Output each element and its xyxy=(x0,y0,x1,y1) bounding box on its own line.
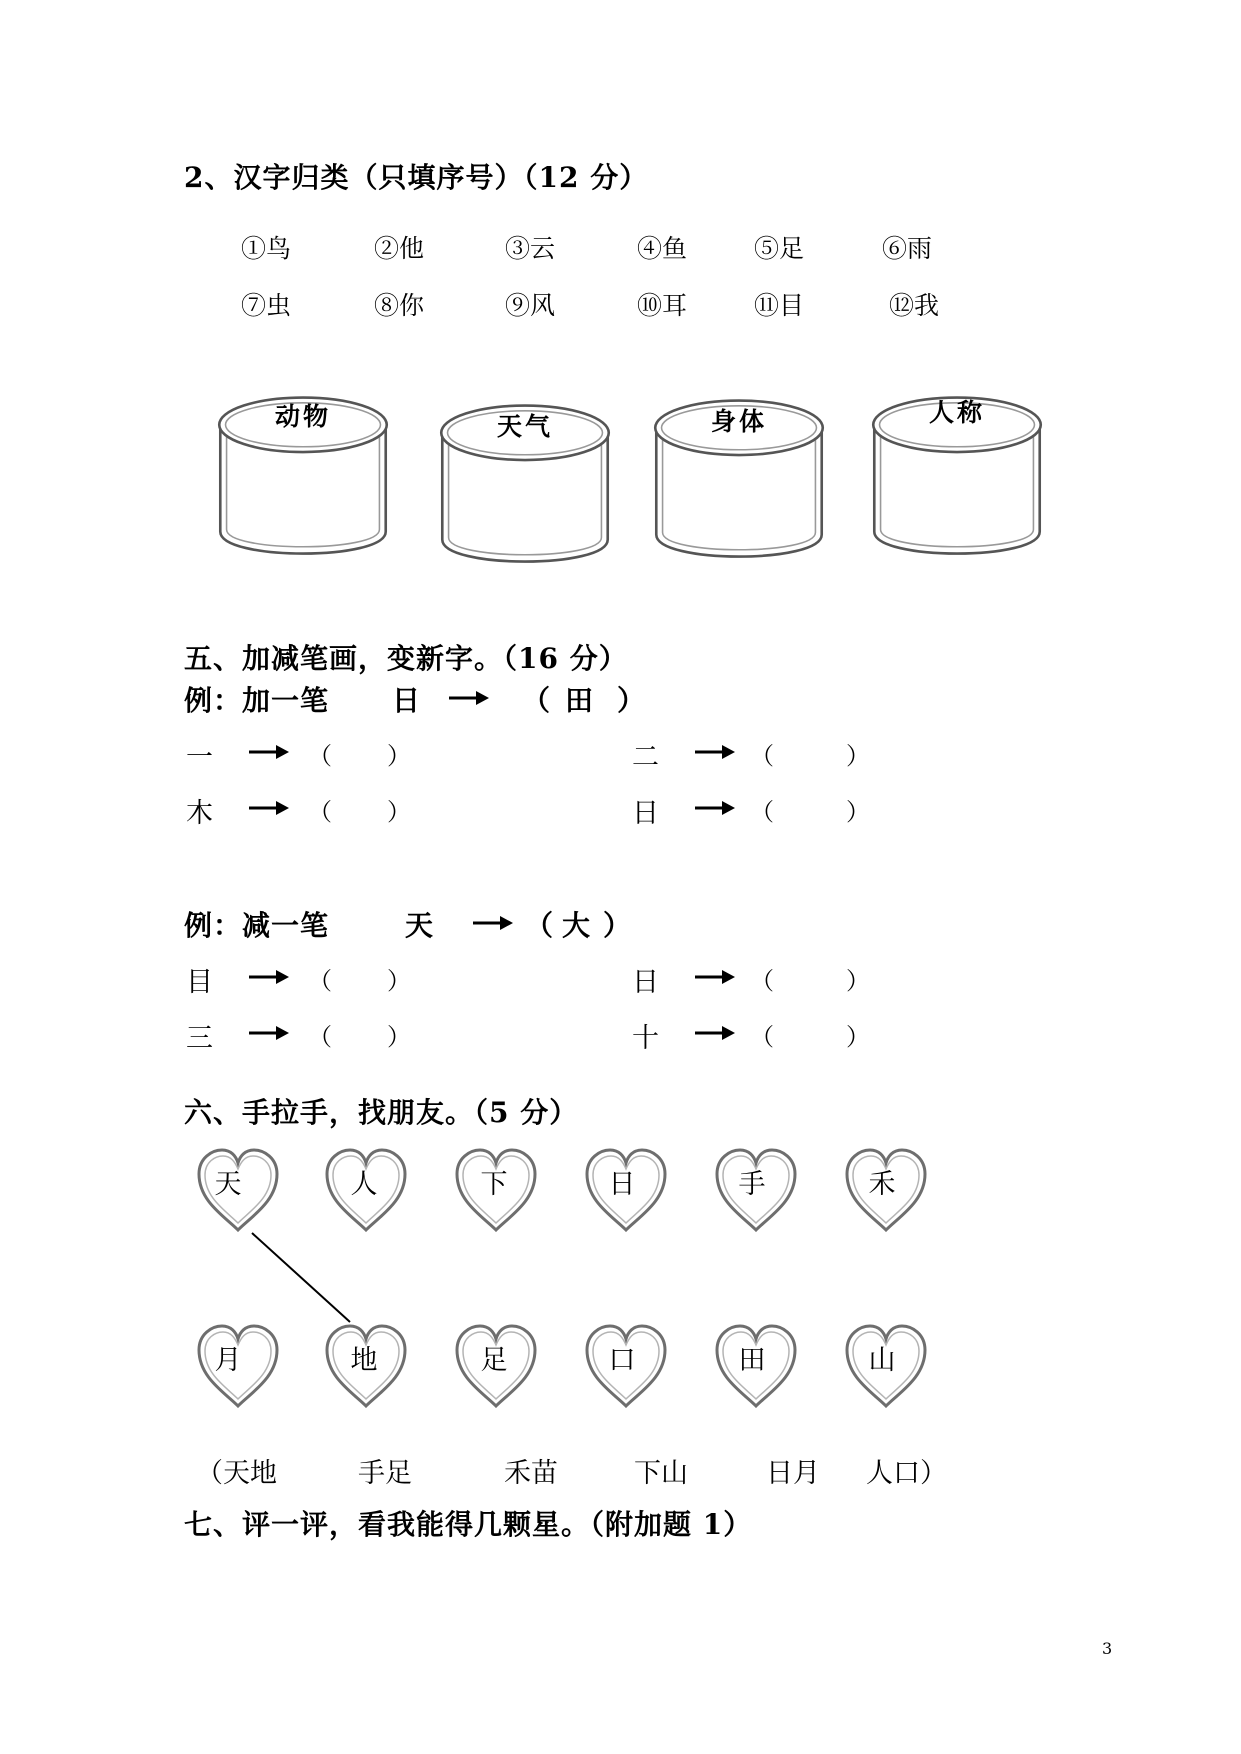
open-paren: （ xyxy=(750,1023,774,1051)
sub-example-open: （ xyxy=(525,909,555,942)
bucket-body[interactable] xyxy=(648,388,830,566)
close-paren: ） xyxy=(846,1023,870,1051)
heart-bottom[interactable] xyxy=(712,1322,800,1416)
heart-char: 地 xyxy=(350,1345,378,1376)
heart-bottom[interactable] xyxy=(322,1322,410,1416)
add-example-close: ） xyxy=(617,684,647,717)
arrow-icon xyxy=(694,742,736,762)
answer-blank[interactable] xyxy=(326,786,386,824)
heart-char: 田 xyxy=(738,1345,766,1376)
add-left-char: 一 xyxy=(186,742,213,773)
sub-example-close: ） xyxy=(603,909,633,942)
close-paren: ） xyxy=(846,742,870,770)
heart-char: 足 xyxy=(480,1345,508,1376)
arrow-icon xyxy=(248,742,290,762)
answer-blank[interactable] xyxy=(770,730,846,768)
heart-char: 月 xyxy=(214,1345,242,1376)
section-7-title: 七、评一评，看我能得几颗星。（附加题 1） xyxy=(184,1508,753,1541)
heart-char: 口 xyxy=(608,1345,636,1376)
sub-left-char: 目 xyxy=(186,967,213,998)
answer-blank[interactable] xyxy=(770,786,846,824)
close-paren: ） xyxy=(387,742,411,770)
arrow-icon xyxy=(694,798,736,818)
open-paren: （ xyxy=(308,742,332,770)
bucket-label: 人称 xyxy=(928,398,985,427)
add-example-char: 日 xyxy=(392,684,422,717)
sub-example-answer: 大 xyxy=(562,909,592,942)
heart-char: 下 xyxy=(480,1169,508,1200)
open-paren: （ xyxy=(308,967,332,995)
close-paren: ） xyxy=(387,1023,411,1051)
heart-char: 禾 xyxy=(868,1169,896,1200)
heart-top[interactable] xyxy=(194,1146,282,1240)
arrow-icon xyxy=(694,1023,736,1043)
sub-example-char: 天 xyxy=(405,909,435,942)
arrow-icon xyxy=(472,913,514,933)
open-paren: （ xyxy=(750,967,774,995)
section-6-title: 六、手拉手，找朋友。（5 分） xyxy=(184,1096,579,1129)
heart-char: 天 xyxy=(214,1169,242,1200)
close-paren: ） xyxy=(387,967,411,995)
answer-blank[interactable] xyxy=(770,955,846,993)
add-right-char: 日 xyxy=(632,798,659,829)
answer-blank[interactable] xyxy=(326,730,386,768)
heart-char: 山 xyxy=(868,1345,896,1376)
heart-top[interactable] xyxy=(582,1146,670,1240)
answer-word: 人口） xyxy=(866,1458,947,1489)
sub-example-label: 例：减一笔 xyxy=(184,909,330,942)
close-paren: ） xyxy=(387,798,411,826)
section-5-title: 五、加减笔画，变新字。（16 分） xyxy=(184,642,628,675)
arrow-icon xyxy=(694,967,736,987)
classify-item: ④鱼 xyxy=(637,234,688,263)
bucket-label: 身体 xyxy=(710,407,767,436)
arrow-icon xyxy=(248,1023,290,1043)
heart-char: 日 xyxy=(608,1169,636,1200)
bucket-label: 天气 xyxy=(496,412,553,441)
classify-item: ③云 xyxy=(505,234,556,263)
answer-word: 下山 xyxy=(634,1458,688,1489)
bucket-animals[interactable] xyxy=(212,385,394,563)
answer-word: （天地 xyxy=(196,1458,277,1489)
heart-top[interactable] xyxy=(842,1146,930,1240)
close-paren: ） xyxy=(846,798,870,826)
heart-bottom[interactable] xyxy=(194,1322,282,1416)
answer-blank[interactable] xyxy=(326,955,386,993)
heart-top[interactable] xyxy=(452,1146,540,1240)
close-paren: ） xyxy=(846,967,870,995)
add-right-char: 二 xyxy=(632,742,659,773)
add-left-char: 木 xyxy=(186,798,213,829)
bucket-pronouns[interactable] xyxy=(866,385,1048,563)
bucket-label: 动物 xyxy=(274,402,331,431)
heart-char: 手 xyxy=(738,1169,766,1200)
classify-item: ①鸟 xyxy=(241,234,292,263)
section-2-title: 2、汉字归类（只填序号）（12 分） xyxy=(184,161,649,194)
open-paren: （ xyxy=(750,742,774,770)
sub-right-char: 十 xyxy=(632,1023,659,1054)
open-paren: （ xyxy=(308,1023,332,1051)
answer-word: 日月 xyxy=(766,1458,820,1489)
open-paren: （ xyxy=(308,798,332,826)
classify-item: ⑩耳 xyxy=(637,291,688,320)
open-paren: （ xyxy=(750,798,774,826)
heart-bottom[interactable] xyxy=(582,1322,670,1416)
heart-char: 人 xyxy=(350,1169,378,1200)
heart-top[interactable] xyxy=(712,1146,800,1240)
page-number: 3 xyxy=(1102,1639,1113,1658)
sub-left-char: 三 xyxy=(186,1023,213,1054)
add-example-answer: 田 xyxy=(565,684,595,717)
heart-bottom[interactable] xyxy=(842,1322,930,1416)
answer-blank[interactable] xyxy=(326,1011,386,1049)
classify-item: ⑧你 xyxy=(374,291,425,320)
add-example-open: （ xyxy=(522,684,552,717)
sub-right-char: 日 xyxy=(632,967,659,998)
answer-word: 手足 xyxy=(358,1458,412,1489)
answer-blank[interactable] xyxy=(770,1011,846,1049)
arrow-icon xyxy=(448,688,490,708)
classify-item: ⑪目 xyxy=(754,291,805,320)
arrow-icon xyxy=(248,798,290,818)
heart-bottom[interactable] xyxy=(452,1322,540,1416)
classify-item: ⑫我 xyxy=(889,291,940,320)
heart-top[interactable] xyxy=(322,1146,410,1240)
classify-item: ②他 xyxy=(374,234,425,263)
bucket-weather[interactable] xyxy=(434,393,616,571)
classify-item: ⑤足 xyxy=(754,234,805,263)
add-example-label: 例：加一笔 xyxy=(184,684,330,717)
classify-item: ⑦虫 xyxy=(241,291,292,320)
answer-word: 禾苗 xyxy=(504,1458,558,1489)
classify-item: ⑨风 xyxy=(505,291,556,320)
arrow-icon xyxy=(248,967,290,987)
classify-item: ⑥雨 xyxy=(882,234,933,263)
